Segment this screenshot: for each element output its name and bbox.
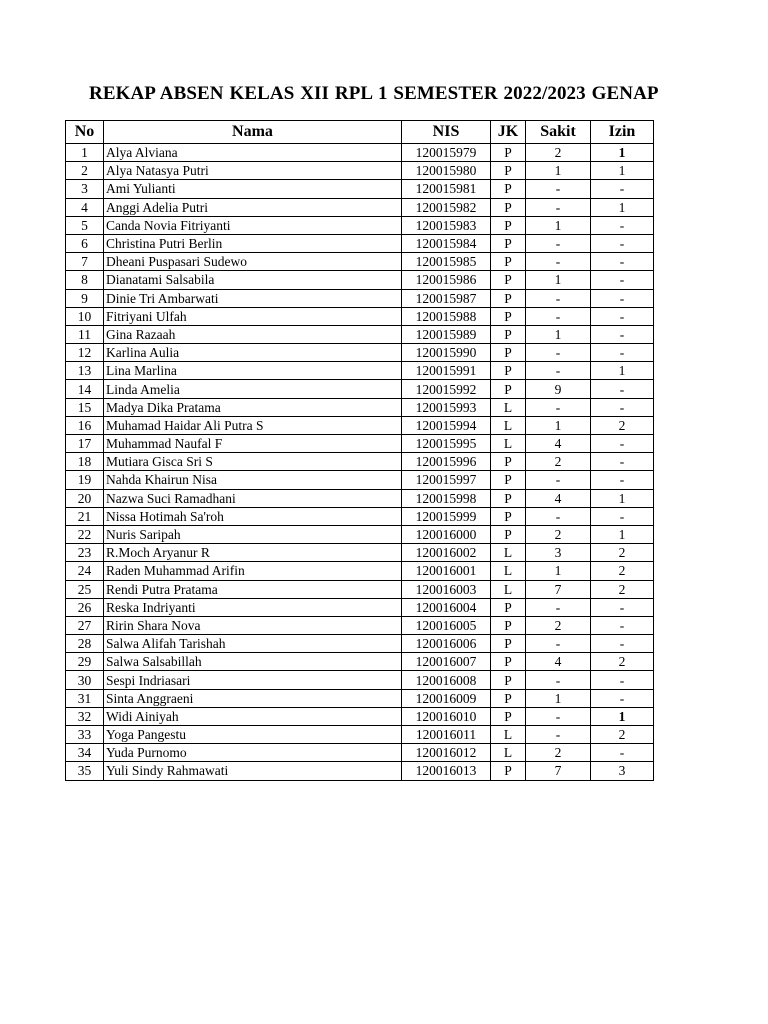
cell-nama: Lina Marlina	[104, 362, 402, 380]
cell-jk: P	[491, 362, 526, 380]
cell-jk: P	[491, 144, 526, 162]
cell-nama: Reska Indriyanti	[104, 598, 402, 616]
cell-nis: 120015996	[402, 453, 491, 471]
title-container	[0, 82, 664, 106]
cell-no: 17	[66, 435, 104, 453]
table-row	[66, 689, 654, 707]
cell-nama: Karlina Aulia	[104, 344, 402, 362]
cell-no: 6	[66, 234, 104, 252]
cell-jk: L	[491, 562, 526, 580]
cell-no: 15	[66, 398, 104, 416]
cell-nis: 120016008	[402, 671, 491, 689]
cell-nis: 120016013	[402, 762, 491, 780]
cell-izin: -	[591, 453, 654, 471]
cell-izin: 1	[591, 198, 654, 216]
cell-jk: L	[491, 435, 526, 453]
cell-nama: Rendi Putra Pratama	[104, 580, 402, 598]
cell-jk: L	[491, 726, 526, 744]
cell-nama: Yuli Sindy Rahmawati	[104, 762, 402, 780]
cell-jk: P	[491, 325, 526, 343]
cell-no: 10	[66, 307, 104, 325]
table-row	[66, 525, 654, 543]
cell-izin: -	[591, 689, 654, 707]
cell-nama: Ami Yulianti	[104, 180, 402, 198]
cell-no: 8	[66, 271, 104, 289]
table-row	[66, 162, 654, 180]
cell-nama: Alya Natasya Putri	[104, 162, 402, 180]
table-row	[66, 180, 654, 198]
cell-nama: Dinie Tri Ambarwati	[104, 289, 402, 307]
attendance-table	[65, 120, 654, 781]
cell-sakit: -	[526, 671, 591, 689]
cell-nama: Canda Novia Fitriyanti	[104, 216, 402, 234]
table-row	[66, 653, 654, 671]
table-row	[66, 635, 654, 653]
cell-jk: P	[491, 507, 526, 525]
cell-nama: Nahda Khairun Nisa	[104, 471, 402, 489]
cell-sakit: -	[526, 198, 591, 216]
cell-no: 18	[66, 453, 104, 471]
cell-izin: 2	[591, 416, 654, 434]
column-header-jk: JK	[491, 121, 526, 144]
cell-sakit: 4	[526, 435, 591, 453]
column-header-no: No	[66, 121, 104, 144]
cell-jk: L	[491, 580, 526, 598]
cell-nis: 120015998	[402, 489, 491, 507]
cell-izin: -	[591, 435, 654, 453]
cell-sakit: -	[526, 253, 591, 271]
cell-izin: -	[591, 744, 654, 762]
cell-jk: P	[491, 198, 526, 216]
cell-izin: -	[591, 344, 654, 362]
cell-no: 29	[66, 653, 104, 671]
cell-nama: Alya Alviana	[104, 144, 402, 162]
cell-jk: P	[491, 489, 526, 507]
cell-nis: 120016003	[402, 580, 491, 598]
table-header	[66, 121, 654, 144]
cell-sakit: 4	[526, 489, 591, 507]
cell-sakit: 9	[526, 380, 591, 398]
cell-nama: Dianatami Salsabila	[104, 271, 402, 289]
cell-jk: P	[491, 671, 526, 689]
table-row	[66, 362, 654, 380]
cell-jk: P	[491, 289, 526, 307]
cell-nis: 120015991	[402, 362, 491, 380]
cell-sakit: -	[526, 180, 591, 198]
table-row	[66, 562, 654, 580]
cell-sakit: 2	[526, 744, 591, 762]
cell-no: 5	[66, 216, 104, 234]
cell-izin: -	[591, 471, 654, 489]
cell-nis: 120015987	[402, 289, 491, 307]
table-row	[66, 580, 654, 598]
cell-no: 26	[66, 598, 104, 616]
table-row	[66, 253, 654, 271]
cell-jk: P	[491, 616, 526, 634]
cell-nama: Salwa Alifah Tarishah	[104, 635, 402, 653]
table-row	[66, 144, 654, 162]
cell-nama: Nazwa Suci Ramadhani	[104, 489, 402, 507]
cell-no: 7	[66, 253, 104, 271]
cell-nis: 120015980	[402, 162, 491, 180]
column-header-sakit: Sakit	[526, 121, 591, 144]
cell-jk: P	[491, 253, 526, 271]
table-row	[66, 307, 654, 325]
cell-jk: P	[491, 216, 526, 234]
cell-nama: Muhamad Haidar Ali Putra S	[104, 416, 402, 434]
cell-jk: L	[491, 544, 526, 562]
cell-izin: -	[591, 671, 654, 689]
cell-no: 19	[66, 471, 104, 489]
cell-izin: -	[591, 253, 654, 271]
cell-nama: Salwa Salsabillah	[104, 653, 402, 671]
cell-izin: -	[591, 289, 654, 307]
cell-nis: 120016007	[402, 653, 491, 671]
cell-izin: 1	[591, 525, 654, 543]
cell-sakit: -	[526, 635, 591, 653]
table-row	[66, 325, 654, 343]
table-row	[66, 398, 654, 416]
cell-sakit: 7	[526, 580, 591, 598]
cell-jk: P	[491, 162, 526, 180]
cell-jk: P	[491, 453, 526, 471]
cell-nama: Sinta Anggraeni	[104, 689, 402, 707]
cell-nama: Nissa Hotimah Sa'roh	[104, 507, 402, 525]
cell-no: 12	[66, 344, 104, 362]
table-row	[66, 726, 654, 744]
cell-jk: P	[491, 635, 526, 653]
cell-nis: 120015986	[402, 271, 491, 289]
table-row	[66, 289, 654, 307]
cell-izin: 3	[591, 762, 654, 780]
cell-jk: P	[491, 762, 526, 780]
cell-no: 34	[66, 744, 104, 762]
cell-nis: 120016004	[402, 598, 491, 616]
cell-sakit: -	[526, 289, 591, 307]
cell-no: 4	[66, 198, 104, 216]
cell-no: 33	[66, 726, 104, 744]
cell-nis: 120015994	[402, 416, 491, 434]
cell-jk: P	[491, 707, 526, 725]
cell-jk: L	[491, 416, 526, 434]
table-row	[66, 489, 654, 507]
cell-nis: 120016001	[402, 562, 491, 580]
cell-no: 13	[66, 362, 104, 380]
cell-no: 22	[66, 525, 104, 543]
cell-izin: -	[591, 180, 654, 198]
cell-nama: Yuda Purnomo	[104, 744, 402, 762]
cell-nis: 120016012	[402, 744, 491, 762]
cell-nama: Anggi Adelia Putri	[104, 198, 402, 216]
table-row	[66, 198, 654, 216]
cell-jk: P	[491, 653, 526, 671]
cell-nis: 120015999	[402, 507, 491, 525]
cell-no: 24	[66, 562, 104, 580]
cell-izin: -	[591, 271, 654, 289]
cell-jk: P	[491, 380, 526, 398]
cell-izin: -	[591, 616, 654, 634]
cell-nama: Christina Putri Berlin	[104, 234, 402, 252]
cell-jk: P	[491, 180, 526, 198]
cell-sakit: 1	[526, 216, 591, 234]
cell-no: 35	[66, 762, 104, 780]
cell-izin: 1	[591, 144, 654, 162]
cell-nis: 120015984	[402, 234, 491, 252]
cell-izin: -	[591, 380, 654, 398]
cell-izin: 2	[591, 544, 654, 562]
cell-izin: -	[591, 307, 654, 325]
cell-nis: 120015990	[402, 344, 491, 362]
cell-sakit: -	[526, 707, 591, 725]
table-row	[66, 671, 654, 689]
cell-nis: 120015989	[402, 325, 491, 343]
table-row	[66, 344, 654, 362]
cell-nis: 120016009	[402, 689, 491, 707]
cell-nis: 120016011	[402, 726, 491, 744]
cell-izin: -	[591, 635, 654, 653]
cell-no: 16	[66, 416, 104, 434]
cell-nama: Muhammad Naufal F	[104, 435, 402, 453]
cell-nama: Yoga Pangestu	[104, 726, 402, 744]
cell-jk: P	[491, 689, 526, 707]
cell-sakit: -	[526, 726, 591, 744]
cell-jk: L	[491, 398, 526, 416]
cell-nama: Mutiara Gisca Sri S	[104, 453, 402, 471]
cell-no: 23	[66, 544, 104, 562]
column-header-nis: NIS	[402, 121, 491, 144]
cell-nis: 120015993	[402, 398, 491, 416]
cell-nama: Linda Amelia	[104, 380, 402, 398]
cell-izin: 2	[591, 653, 654, 671]
column-header-izin: Izin	[591, 121, 654, 144]
cell-no: 25	[66, 580, 104, 598]
cell-nis: 120016010	[402, 707, 491, 725]
table-row	[66, 380, 654, 398]
cell-jk: P	[491, 344, 526, 362]
cell-nis: 120015982	[402, 198, 491, 216]
cell-nis: 120016006	[402, 635, 491, 653]
cell-nis: 120015981	[402, 180, 491, 198]
cell-nama: Madya Dika Pratama	[104, 398, 402, 416]
cell-nama: Fitriyani Ulfah	[104, 307, 402, 325]
cell-sakit: -	[526, 598, 591, 616]
cell-sakit: -	[526, 344, 591, 362]
cell-izin: 2	[591, 562, 654, 580]
cell-sakit: -	[526, 362, 591, 380]
cell-jk: P	[491, 307, 526, 325]
cell-izin: 2	[591, 580, 654, 598]
cell-izin: -	[591, 398, 654, 416]
cell-izin: 1	[591, 707, 654, 725]
cell-nama: Widi Ainiyah	[104, 707, 402, 725]
cell-sakit: -	[526, 398, 591, 416]
cell-sakit: 2	[526, 616, 591, 634]
table-row	[66, 416, 654, 434]
cell-nis: 120015995	[402, 435, 491, 453]
cell-sakit: 1	[526, 162, 591, 180]
table-row	[66, 544, 654, 562]
cell-sakit: 2	[526, 144, 591, 162]
cell-nama: R.Moch Aryanur R	[104, 544, 402, 562]
cell-izin: 1	[591, 489, 654, 507]
cell-jk: L	[491, 744, 526, 762]
table-row	[66, 234, 654, 252]
page-title: REKAP ABSEN KELAS XII RPL 1 SEMESTER 2022/2023 GENAP	[89, 83, 659, 104]
cell-sakit: 1	[526, 325, 591, 343]
table-row	[66, 453, 654, 471]
table-row	[66, 435, 654, 453]
cell-nis: 120015979	[402, 144, 491, 162]
table-row	[66, 616, 654, 634]
cell-no: 11	[66, 325, 104, 343]
cell-no: 14	[66, 380, 104, 398]
cell-jk: P	[491, 525, 526, 543]
cell-sakit: 7	[526, 762, 591, 780]
cell-sakit: 1	[526, 689, 591, 707]
cell-sakit: 2	[526, 525, 591, 543]
cell-izin: -	[591, 216, 654, 234]
cell-sakit: 2	[526, 453, 591, 471]
cell-no: 20	[66, 489, 104, 507]
cell-nis: 120016005	[402, 616, 491, 634]
cell-no: 9	[66, 289, 104, 307]
cell-no: 1	[66, 144, 104, 162]
cell-nama: Sespi Indriasari	[104, 671, 402, 689]
cell-no: 32	[66, 707, 104, 725]
cell-izin: 2	[591, 726, 654, 744]
cell-jk: P	[491, 471, 526, 489]
table-row	[66, 216, 654, 234]
cell-sakit: 1	[526, 416, 591, 434]
cell-no: 30	[66, 671, 104, 689]
cell-sakit: -	[526, 234, 591, 252]
cell-sakit: 1	[526, 271, 591, 289]
column-header-nama: Nama	[104, 121, 402, 144]
cell-no: 28	[66, 635, 104, 653]
cell-nama: Dheani Puspasari Sudewo	[104, 253, 402, 271]
table-row	[66, 744, 654, 762]
cell-nama: Gina Razaah	[104, 325, 402, 343]
cell-nama: Raden Muhammad Arifin	[104, 562, 402, 580]
cell-nama: Nuris Saripah	[104, 525, 402, 543]
cell-sakit: -	[526, 307, 591, 325]
cell-jk: P	[491, 271, 526, 289]
cell-sakit: -	[526, 507, 591, 525]
cell-nis: 120015988	[402, 307, 491, 325]
cell-sakit: -	[526, 471, 591, 489]
cell-izin: 1	[591, 362, 654, 380]
cell-jk: P	[491, 234, 526, 252]
cell-no: 21	[66, 507, 104, 525]
cell-sakit: 1	[526, 562, 591, 580]
table-row	[66, 271, 654, 289]
table-row	[66, 507, 654, 525]
table-row	[66, 707, 654, 725]
cell-izin: -	[591, 507, 654, 525]
cell-nis: 120015992	[402, 380, 491, 398]
cell-nis: 120016000	[402, 525, 491, 543]
cell-nis: 120016002	[402, 544, 491, 562]
cell-nis: 120015997	[402, 471, 491, 489]
cell-nama: Ririn Shara Nova	[104, 616, 402, 634]
cell-nis: 120015983	[402, 216, 491, 234]
cell-izin: 1	[591, 162, 654, 180]
cell-no: 31	[66, 689, 104, 707]
cell-no: 27	[66, 616, 104, 634]
table-row	[66, 598, 654, 616]
cell-jk: P	[491, 598, 526, 616]
cell-nis: 120015985	[402, 253, 491, 271]
cell-sakit: 4	[526, 653, 591, 671]
table-row	[66, 471, 654, 489]
table-row	[66, 762, 654, 780]
cell-sakit: 3	[526, 544, 591, 562]
header-row	[66, 121, 654, 144]
cell-no: 3	[66, 180, 104, 198]
cell-no: 2	[66, 162, 104, 180]
cell-izin: -	[591, 325, 654, 343]
cell-izin: -	[591, 234, 654, 252]
cell-izin: -	[591, 598, 654, 616]
table-body	[66, 144, 654, 781]
